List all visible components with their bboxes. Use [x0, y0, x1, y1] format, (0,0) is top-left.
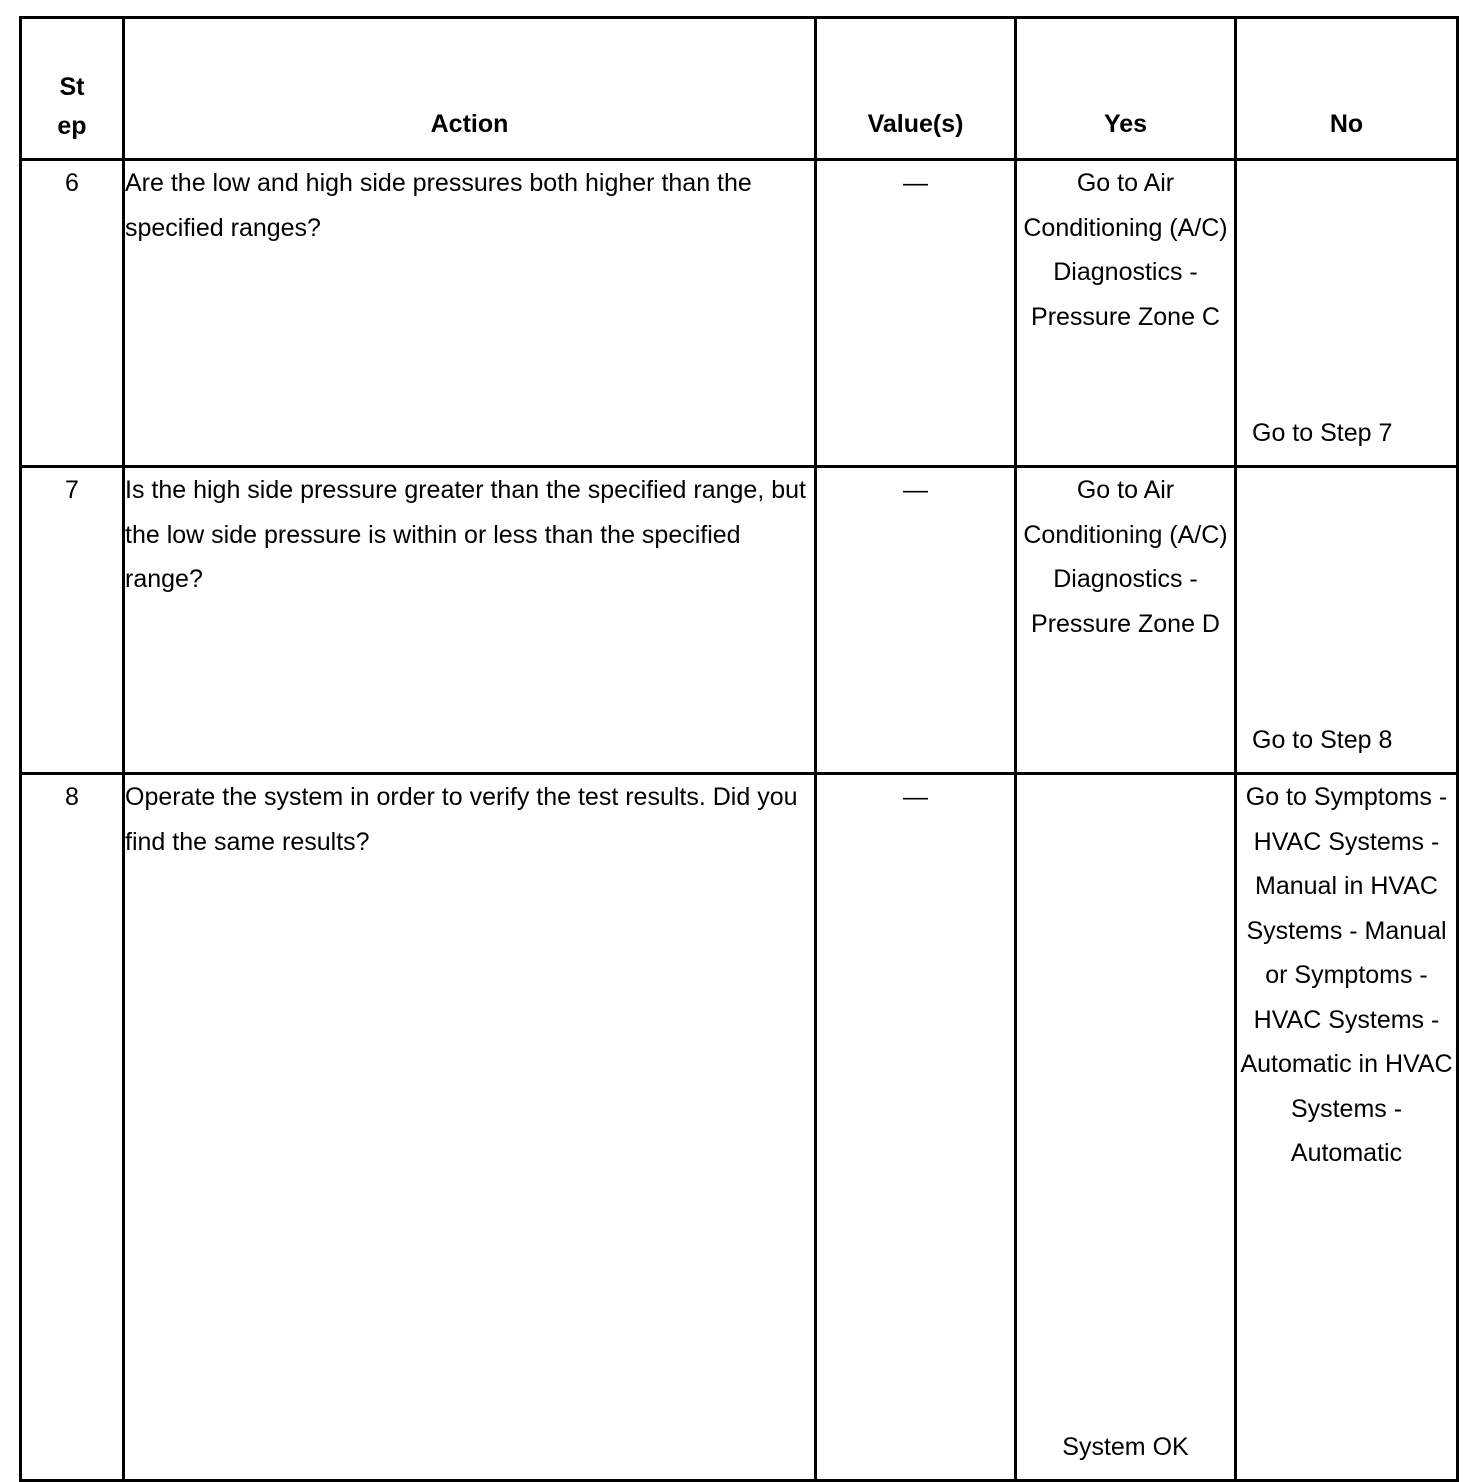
no-cell: Go to Step 7 [1236, 160, 1458, 467]
action-text: Operate the system in order to verify the test results. Did you find the same results? [124, 774, 816, 1481]
step-number: 6 [21, 160, 124, 467]
header-yes: Yes [1016, 18, 1236, 160]
value-cell: — [816, 160, 1016, 467]
no-cell: Go to Symptoms - HVAC Systems - Manual in HVAC Systems - Manual or Symptoms - HVAC Systems - Automatic in HVAC Systems - Automatic [1236, 774, 1458, 1481]
header-action: Action [124, 18, 816, 160]
table-row [21, 467, 1458, 774]
table-row [21, 160, 1458, 467]
diagnostic-table [19, 16, 1459, 1482]
header-no: No [1236, 18, 1458, 160]
no-cell: Go to Step 8 [1236, 467, 1458, 774]
header-values: Value(s) [816, 18, 1016, 160]
yes-cell: Go to Air Conditioning (A/C) Diagnostics - Pressure Zone D [1016, 467, 1236, 774]
header-step [21, 18, 124, 160]
header-step-line1: St [59, 73, 85, 101]
action-text: Are the low and high side pressures both higher than the specified ranges? [124, 160, 816, 467]
yes-cell: System OK [1016, 774, 1236, 1481]
table-row [21, 774, 1458, 1481]
yes-cell: Go to Air Conditioning (A/C) Diagnostics - Pressure Zone C [1016, 160, 1236, 467]
header-step-line2: ep [57, 112, 87, 140]
value-cell: — [816, 467, 1016, 774]
value-cell: — [816, 774, 1016, 1481]
table-header-row [21, 18, 1458, 160]
step-number: 8 [21, 774, 124, 1481]
action-text: Is the high side pressure greater than the specified range, but the low side pressure is within or less than the specified range? [124, 467, 816, 774]
step-number: 7 [21, 467, 124, 774]
